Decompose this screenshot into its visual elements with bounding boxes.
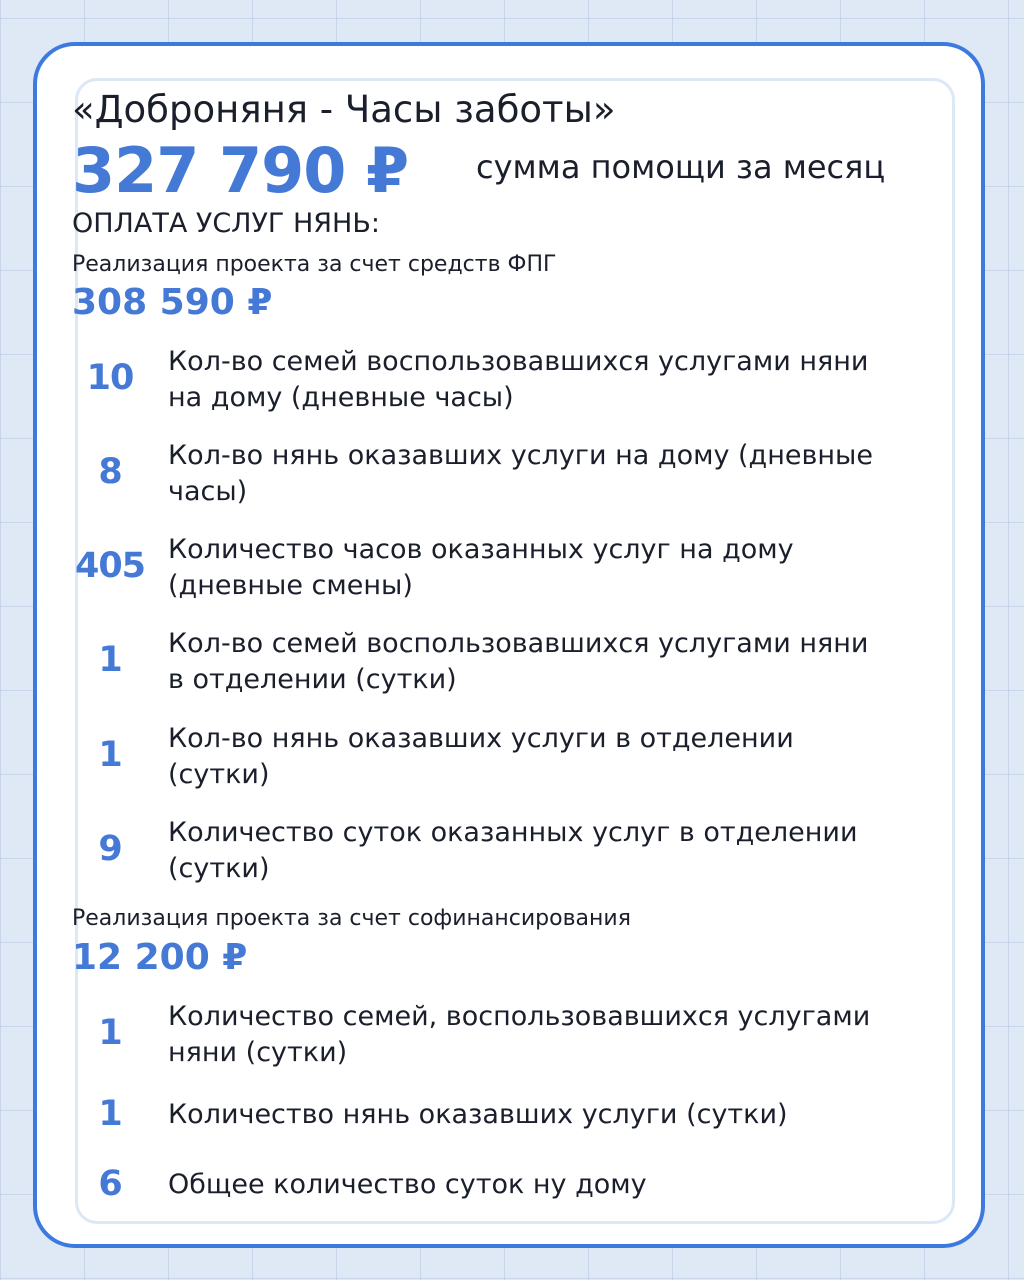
section-heading: ОПЛАТА УСЛУГ НЯНЬ: [72, 208, 380, 239]
cofinancing-stat-row [72, 1094, 892, 1177]
stat-value: 10 [86, 358, 134, 398]
stat-value: 6 [98, 1164, 122, 1204]
page-title: «Доброняня - Часы заботы» [72, 88, 616, 131]
stat-value: 405 [74, 546, 146, 586]
cofinancing-stat-row [72, 1164, 892, 1247]
stat-value: 1 [98, 640, 122, 680]
fpg-stat-row [72, 815, 892, 895]
stat-description: Кол-во семей воспользовавшихся услугами няни в отделении (сутки) [168, 628, 869, 695]
fpg-amount: 308 590 ₽ [72, 282, 273, 323]
stat-description: Количество суток оказанных услуг в отделении (сутки) [168, 817, 858, 884]
stat-description: Кол-во нянь оказавших услуги в отделении (сутки) [168, 723, 794, 790]
total-amount: 327 790 ₽ [72, 134, 409, 207]
fpg-stat-row [72, 626, 892, 706]
stat-description: Общее количество суток ну дому [168, 1169, 647, 1200]
fpg-label: Реализация проекта за счет средств ФПГ [72, 252, 557, 277]
total-caption: сумма помощи за месяц [476, 148, 886, 186]
cofinancing-stat-row [72, 999, 892, 1079]
stat-value: 8 [98, 452, 122, 492]
stat-description: Количество семей, воспользовавшихся услугами няни (сутки) [168, 1001, 871, 1068]
stat-description: Количество часов оказанных услуг на дому (дневные смены) [168, 534, 794, 601]
fpg-stat-row [72, 721, 892, 801]
stat-description: Кол-во нянь оказавших услуги на дому (дневные часы) [168, 440, 873, 507]
stat-value: 1 [98, 1094, 122, 1134]
cofinancing-amount: 12 200 ₽ [72, 937, 248, 978]
stat-value: 1 [98, 1013, 122, 1053]
stat-value: 9 [98, 829, 122, 869]
stat-value: 1 [98, 735, 122, 775]
fpg-stat-row [72, 344, 892, 424]
stat-description: Кол-во семей воспользовавшихся услугами няни на дому (дневные часы) [168, 346, 869, 413]
fpg-stat-row [72, 532, 892, 612]
stat-description: Количество нянь оказавших услуги (сутки) [168, 1099, 788, 1130]
cofinancing-label: Реализация проекта за счет софинансирования [72, 906, 631, 931]
fpg-stat-row [72, 438, 892, 518]
